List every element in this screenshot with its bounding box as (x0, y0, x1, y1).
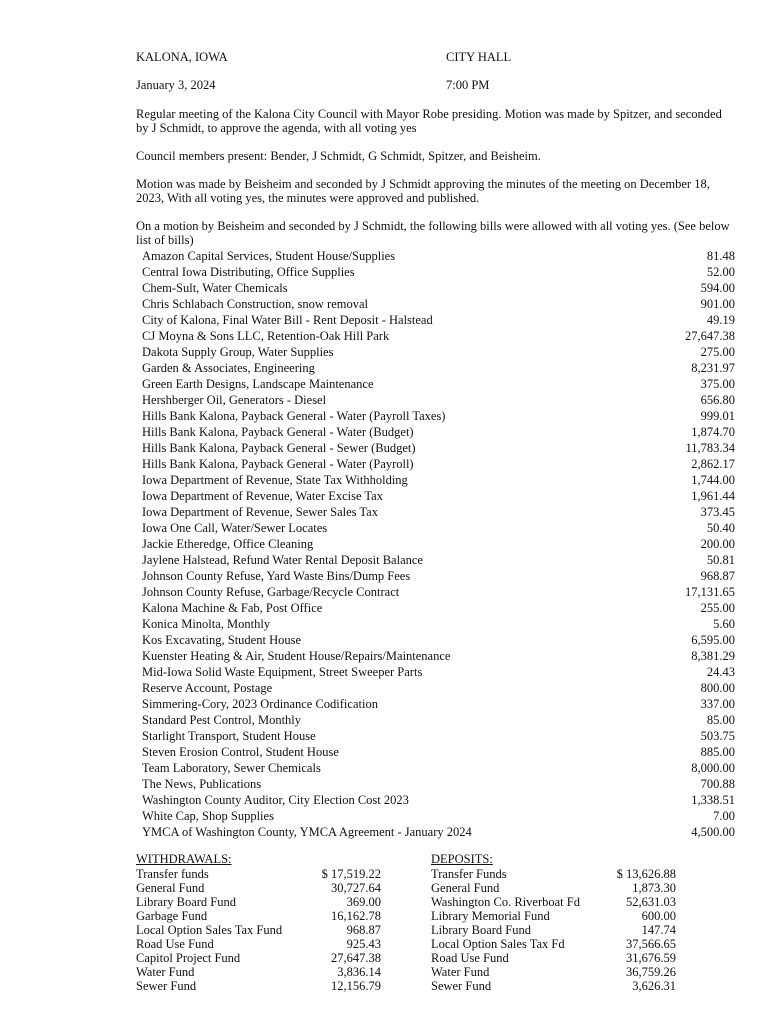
bill-row (142, 776, 735, 792)
bill-row-amount: 49.19 (706, 313, 735, 327)
bill-row-label: Dakota Supply Group, Water Supplies (142, 345, 334, 359)
bill-row-amount: 337.00 (700, 697, 735, 711)
bill-row-amount: 7.00 (713, 809, 735, 823)
bill-row-label: Iowa Department of Revenue, State Tax Withholding (142, 473, 408, 487)
bill-row-amount: 2,862.17 (691, 457, 735, 471)
bill-row (142, 648, 735, 664)
withdrawal-row-amount: 12,156.79 (331, 979, 381, 993)
bill-row (142, 472, 735, 488)
bill-row (142, 488, 735, 504)
deposit-row-label: Library Board Fund (431, 923, 531, 937)
bill-row-label: Iowa Department of Revenue, Sewer Sales Tax (142, 505, 378, 519)
bill-row-label: Hills Bank Kalona, Payback General - Water (Budget) (142, 425, 414, 439)
withdrawal-row (136, 923, 381, 937)
bill-row (142, 440, 735, 456)
bill-row (142, 536, 735, 552)
bill-row-label: The News, Publications (142, 777, 262, 791)
bill-row-amount: 901.00 (700, 297, 735, 311)
bill-row-label: City of Kalona, Final Water Bill - Rent Deposit - Halstead (142, 313, 433, 327)
withdrawals-heading: WITHDRAWALS: (136, 852, 232, 866)
bill-row-amount: 81.48 (706, 249, 735, 263)
deposit-row-amount: 600.00 (641, 909, 676, 923)
bill-row-amount: 8,000.00 (691, 761, 735, 775)
bill-row-amount: 656.80 (700, 393, 735, 407)
deposit-row (431, 895, 676, 909)
bill-row (142, 696, 735, 712)
bill-row-amount: 700.88 (700, 777, 735, 791)
bill-row (142, 632, 735, 648)
withdrawal-row-label: Transfer funds (136, 867, 209, 881)
bill-row-amount: 1,338.51 (691, 793, 735, 807)
bill-row (142, 520, 735, 536)
bills-list (142, 248, 735, 840)
bill-row (142, 552, 735, 568)
bill-row (142, 360, 735, 376)
bill-row-amount: 968.87 (700, 569, 735, 583)
withdrawal-row (136, 979, 381, 993)
withdrawal-row-amount: $ 17,519.22 (321, 867, 381, 881)
deposit-row (431, 979, 676, 993)
withdrawal-row-amount: 369.00 (346, 895, 381, 909)
opening-paragraph: Regular meeting of the Kalona City Council with Mayor Robe presiding. Motion was made by Spitzer, and seconded by J Schmidt, to approve the agenda, with all voting yes (136, 107, 722, 135)
bill-row (142, 248, 735, 264)
withdrawal-row-label: Garbage Fund (136, 909, 208, 923)
bill-row (142, 584, 735, 600)
bill-row-amount: 255.00 (700, 601, 735, 615)
deposit-row-amount: 52,631.03 (626, 895, 676, 909)
deposit-row (431, 937, 676, 951)
withdrawal-row-label: Local Option Sales Tax Fund (136, 923, 283, 937)
bill-row-amount: 8,381.29 (691, 649, 735, 663)
bill-row (142, 456, 735, 472)
deposit-row (431, 923, 676, 937)
withdrawal-row-amount: 968.87 (346, 923, 381, 937)
bill-row-amount: 11,783.34 (685, 441, 735, 455)
bill-row-amount: 1,744.00 (691, 473, 735, 487)
bill-row-label: Kalona Machine & Fab, Post Office (142, 601, 323, 615)
bill-row-label: Reserve Account, Postage (142, 681, 273, 695)
withdrawal-row (136, 867, 381, 881)
deposit-row-label: Road Use Fund (431, 951, 509, 965)
deposit-row-label: Water Fund (431, 965, 490, 979)
bill-row-amount: 24.43 (706, 665, 735, 679)
bill-row-label: Iowa Department of Revenue, Water Excise Tax (142, 489, 383, 503)
bill-row-label: Simmering-Cory, 2023 Ordinance Codification (142, 697, 378, 711)
bill-row-label: Chem-Sult, Water Chemicals (142, 281, 288, 295)
bill-row (142, 280, 735, 296)
bill-row-label: White Cap, Shop Supplies (142, 809, 274, 823)
bill-row-label: Hershberger Oil, Generators - Diesel (142, 393, 327, 407)
deposit-row-amount: 37,566.65 (626, 937, 676, 951)
bill-row-amount: 27,647.38 (685, 329, 735, 343)
bill-row (142, 664, 735, 680)
deposit-row-amount: 31,676.59 (626, 951, 676, 965)
deposit-row-label: Local Option Sales Tax Fd (431, 937, 565, 951)
deposits-table (431, 852, 676, 993)
deposit-row (431, 951, 676, 965)
bill-row (142, 760, 735, 776)
bill-row-amount: 17,131.65 (685, 585, 735, 599)
bill-row-label: Standard Pest Control, Monthly (142, 713, 302, 727)
bill-row-amount: 375.00 (700, 377, 735, 391)
header-time: 7:00 PM (446, 78, 490, 92)
bill-row-label: Amazon Capital Services, Student House/Supplies (142, 249, 396, 263)
bill-row (142, 392, 735, 408)
bill-row (142, 424, 735, 440)
bill-row-label: Hills Bank Kalona, Payback General - Water (Payroll) (142, 457, 414, 471)
bill-row-amount: 50.40 (706, 521, 735, 535)
withdrawals-rows (136, 867, 381, 993)
bill-row-label: Konica Minolta, Monthly (142, 617, 271, 631)
bill-row-amount: 800.00 (700, 681, 735, 695)
withdrawal-row-amount: 16,162.78 (331, 909, 381, 923)
deposit-row (431, 909, 676, 923)
deposit-row-label: Sewer Fund (431, 979, 492, 993)
bill-row-amount: 999.01 (700, 409, 735, 423)
deposit-row (431, 867, 676, 881)
deposit-row-amount: $ 13,626.88 (616, 867, 676, 881)
deposit-row-label: Washington Co. Riverboat Fd (431, 895, 580, 909)
minutes-approval-paragraph: Motion was made by Beisheim and seconded by J Schmidt approving the minutes of the meeting on December 18, 2023, With all voting yes, the minutes were approved and published. (136, 177, 710, 205)
withdrawal-row (136, 965, 381, 979)
deposits-heading: DEPOSITS: (431, 852, 493, 866)
bill-row-label: Steven Erosion Control, Student House (142, 745, 339, 759)
bill-row-label: Johnson County Refuse, Garbage/Recycle Contract (142, 585, 400, 599)
bill-row (142, 408, 735, 424)
bill-row-amount: 200.00 (700, 537, 735, 551)
withdrawal-row (136, 951, 381, 965)
bill-row (142, 728, 735, 744)
bill-row (142, 344, 735, 360)
withdrawal-row (136, 909, 381, 923)
bill-row-amount: 275.00 (700, 345, 735, 359)
bill-row-amount: 4,500.00 (691, 825, 735, 839)
deposit-row-amount: 1,873.30 (632, 881, 676, 895)
bill-row-amount: 373.45 (700, 505, 735, 519)
bill-row (142, 824, 735, 840)
header-date: January 3, 2024 (136, 78, 216, 92)
bill-row-label: YMCA of Washington County, YMCA Agreement - January 2024 (142, 825, 472, 839)
withdrawal-row-label: Water Fund (136, 965, 195, 979)
withdrawals-table (136, 852, 381, 993)
bill-row (142, 808, 735, 824)
bill-row (142, 568, 735, 584)
deposit-row-amount: 36,759.26 (626, 965, 676, 979)
bill-row-label: Starlight Transport, Student House (142, 729, 316, 743)
header-location: KALONA, IOWA (136, 50, 228, 64)
withdrawal-row-label: Library Board Fund (136, 895, 236, 909)
withdrawal-row-label: General Fund (136, 881, 205, 895)
bill-row-amount: 50.81 (706, 553, 735, 567)
bill-row-label: Garden & Associates, Engineering (142, 361, 315, 375)
bill-row-label: Kos Excavating, Student House (142, 633, 302, 647)
deposits-rows (431, 867, 676, 993)
bill-row-label: Green Earth Designs, Landscape Maintenance (142, 377, 374, 391)
bill-row-label: Hills Bank Kalona, Payback General - Water (Payroll Taxes) (142, 409, 446, 423)
bill-row-amount: 1,961.44 (691, 489, 735, 503)
bill-row-label: Jaylene Halstead, Refund Water Rental Deposit Balance (142, 553, 423, 567)
deposit-row (431, 965, 676, 979)
bill-row-amount: 594.00 (700, 281, 735, 295)
header-venue: CITY HALL (446, 50, 512, 64)
bill-row-label: Hills Bank Kalona, Payback General - Sewer (Budget) (142, 441, 416, 455)
withdrawal-row (136, 881, 381, 895)
bill-row (142, 600, 735, 616)
bill-row-label: CJ Moyna & Sons LLC, Retention-Oak Hill Park (142, 329, 390, 343)
bills-intro-paragraph: On a motion by Beisheim and seconded by J Schmidt, the following bills were allowed with all voting yes. (See below list of bills) (136, 219, 730, 247)
withdrawal-row-amount: 3,836.14 (337, 965, 381, 979)
bill-row-amount: 5.60 (713, 617, 735, 631)
bill-row-label: Kuenster Heating & Air, Student House/Repairs/Maintenance (142, 649, 451, 663)
members-present-paragraph: Council members present: Bender, J Schmidt, G Schmidt, Spitzer, and Beisheim. (136, 149, 541, 163)
deposit-row-amount: 147.74 (641, 923, 676, 937)
deposit-row-label: Transfer Funds (431, 867, 507, 881)
withdrawal-row (136, 895, 381, 909)
withdrawal-row (136, 937, 381, 951)
bill-row (142, 792, 735, 808)
bill-row-amount: 6,595.00 (691, 633, 735, 647)
withdrawal-row-label: Capitol Project Fund (136, 951, 241, 965)
withdrawal-row-label: Sewer Fund (136, 979, 197, 993)
deposit-row-label: Library Memorial Fund (431, 909, 550, 923)
bill-row-label: Mid-Iowa Solid Waste Equipment, Street Sweeper Parts (142, 665, 423, 679)
bill-row-label: Johnson County Refuse, Yard Waste Bins/Dump Fees (142, 569, 411, 583)
bill-row (142, 712, 735, 728)
deposit-row (431, 881, 676, 895)
deposit-row-label: General Fund (431, 881, 500, 895)
bill-row (142, 744, 735, 760)
bill-row-label: Team Laboratory, Sewer Chemicals (142, 761, 321, 775)
bill-row-amount: 503.75 (700, 729, 735, 743)
bill-row-amount: 8,231.97 (691, 361, 735, 375)
withdrawal-row-amount: 30,727.64 (331, 881, 381, 895)
withdrawal-row-amount: 27,647.38 (331, 951, 381, 965)
withdrawal-row-label: Road Use Fund (136, 937, 214, 951)
bill-row (142, 312, 735, 328)
bill-row-label: Washington County Auditor, City Election Cost 2023 (142, 793, 409, 807)
bill-row-amount: 1,874.70 (691, 425, 735, 439)
bill-row-label: Jackie Etheredge, Office Cleaning (142, 537, 314, 551)
deposit-row-amount: 3,626.31 (632, 979, 676, 993)
bill-row (142, 328, 735, 344)
bill-row-label: Chris Schlabach Construction, snow removal (142, 297, 369, 311)
bill-row-label: Iowa One Call, Water/Sewer Locates (142, 521, 328, 535)
bill-row-label: Central Iowa Distributing, Office Supplies (142, 265, 355, 279)
bill-row (142, 264, 735, 280)
withdrawal-row-amount: 925.43 (346, 937, 381, 951)
bill-row (142, 376, 735, 392)
bill-row (142, 504, 735, 520)
bill-row-amount: 52.00 (706, 265, 735, 279)
bill-row (142, 616, 735, 632)
bill-row (142, 296, 735, 312)
bill-row (142, 680, 735, 696)
bill-row-amount: 85.00 (706, 713, 735, 727)
bill-row-amount: 885.00 (700, 745, 735, 759)
